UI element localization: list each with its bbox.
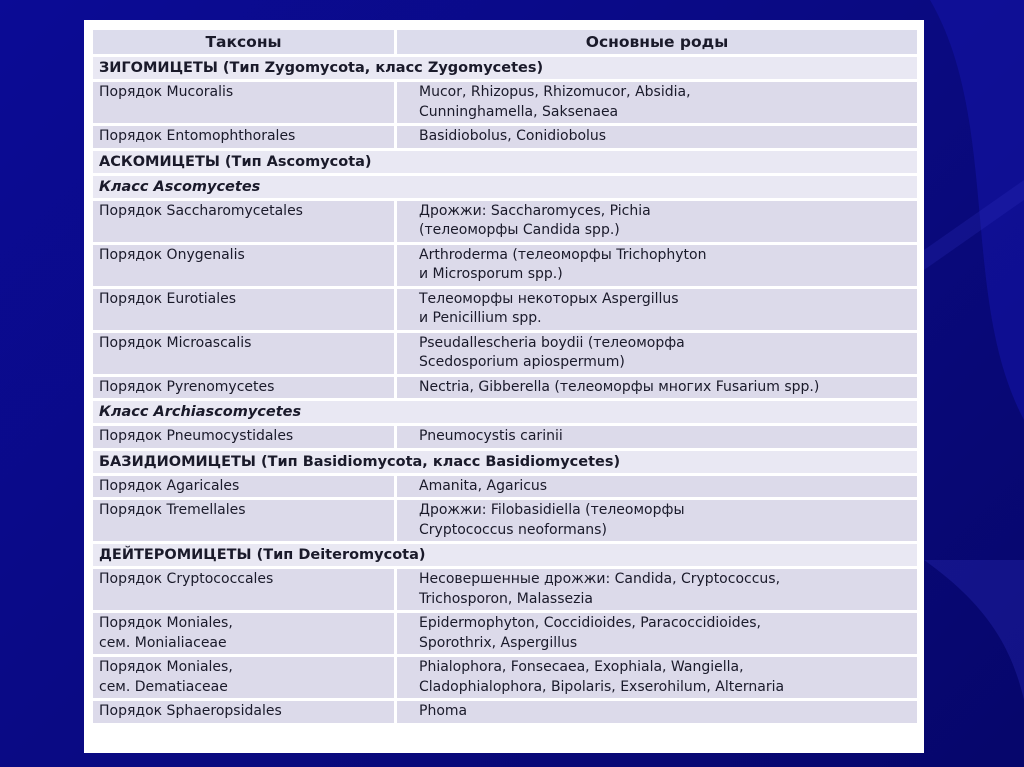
- taxon-line: Порядок Microascalis: [99, 334, 252, 351]
- taxon-cell: [93, 701, 394, 723]
- taxon-line: Порядок Entomophthorales: [99, 128, 296, 144]
- table-row: [93, 201, 917, 242]
- table-row: [93, 701, 917, 723]
- genera-line: Cunninghamella, Saksenaea: [419, 103, 619, 120]
- genera-cell: [394, 289, 917, 330]
- section-row: [93, 57, 917, 79]
- section-row: [93, 544, 917, 566]
- header-genera: Основные роды: [394, 30, 917, 54]
- taxon-line: Порядок Pneumocystidales: [99, 428, 294, 444]
- table-body: [93, 57, 917, 723]
- class-row: [93, 401, 917, 423]
- taxon-cell: [93, 500, 394, 541]
- genera-line: Nectria, Gibberella (телеоморфы многих Fusarium spp.): [419, 378, 820, 395]
- genera-cell: [394, 126, 917, 148]
- genera-cell: [394, 333, 917, 374]
- genera-line: Basidiobolus, Conidiobolus: [419, 128, 607, 144]
- taxon-line: Порядок Moniales,: [99, 659, 233, 675]
- section-title: ЗИГОМИЦЕТЫ (Тип Zygomycota, класс Zygomycetes): [93, 57, 917, 79]
- table-row: [93, 569, 917, 610]
- table-row: [93, 613, 917, 654]
- taxon-line: сем. Dematiaceae: [99, 678, 228, 695]
- taxon-cell: [93, 333, 394, 374]
- genera-line: и Penicillium spp.: [419, 310, 542, 326]
- taxon-line: Порядок Cryptococcales: [99, 571, 274, 587]
- table-row: [93, 82, 917, 123]
- table-header-row: [93, 30, 917, 54]
- genera-line: Дрожжи: Saccharomyces, Pichia: [419, 202, 651, 219]
- table-row: [93, 426, 917, 448]
- genera-line: Phialophora, Fonsecaea, Exophiala, Wangiella,: [419, 659, 744, 675]
- taxon-cell: [93, 569, 394, 610]
- taxon-line: сем. Monialiaceae: [99, 634, 227, 651]
- class-row: [93, 176, 917, 198]
- genera-cell: [394, 657, 917, 698]
- table-row: [93, 657, 917, 698]
- table-row: [93, 500, 917, 541]
- genera-cell: [394, 500, 917, 541]
- taxon-line: Порядок Sphaeropsidales: [99, 703, 282, 719]
- genera-line: Scedosporium apiospermum): [419, 354, 625, 370]
- genera-line: Trichosporon, Malassezia: [419, 590, 593, 607]
- genera-cell: [394, 426, 917, 448]
- taxon-cell: [93, 82, 394, 123]
- class-title: Класс Ascomycetes: [93, 176, 917, 198]
- taxon-cell: [93, 201, 394, 242]
- section-row: [93, 151, 917, 173]
- table-row: [93, 126, 917, 148]
- genera-line: Phoma: [419, 703, 468, 719]
- taxon-line: Порядок Mucoralis: [99, 84, 234, 100]
- taxon-line: Порядок Moniales,: [99, 615, 233, 631]
- genera-line: (телеоморфы Candida spp.): [419, 222, 620, 238]
- genera-line: Дрожжи: Filobasidiella (телеоморфы: [419, 502, 685, 518]
- table-row: [93, 289, 917, 330]
- taxon-cell: [93, 377, 394, 399]
- genera-cell: [394, 201, 917, 242]
- table-row: [93, 245, 917, 286]
- taxon-cell: [93, 289, 394, 330]
- taxon-line: Порядок Saccharomycetales: [99, 202, 303, 219]
- taxon-line: Порядок Eurotiales: [99, 290, 237, 307]
- section-title: БАЗИДИОМИЦЕТЫ (Тип Basidiomycota, класс Basidiomycetes): [93, 451, 917, 473]
- genera-line: Pseudallescheria boydii (телеоморфа: [419, 334, 685, 351]
- taxon-line: Порядок Tremellales: [99, 502, 246, 518]
- genera-cell: [394, 613, 917, 654]
- genera-cell: [394, 377, 917, 399]
- taxon-cell: [93, 245, 394, 286]
- taxon-line: Порядок Onygenalis: [99, 246, 245, 263]
- genera-line: Epidermophyton, Coccidioides, Paracoccidioides,: [419, 615, 762, 631]
- taxon-cell: [93, 613, 394, 654]
- section-title: АСКОМИЦЕТЫ (Тип Ascomycota): [93, 151, 917, 173]
- genera-cell: [394, 476, 917, 498]
- taxon-cell: [93, 126, 394, 148]
- genera-line: Pneumocystis carinii: [419, 428, 563, 444]
- genera-cell: [394, 82, 917, 123]
- genera-line: Amanita, Agaricus: [419, 477, 548, 494]
- header-taxa: Таксоны: [93, 30, 394, 54]
- taxa-table: [93, 27, 917, 726]
- taxon-cell: [93, 476, 394, 498]
- genera-line: Arthroderma (телеоморфы Trichophyton: [419, 246, 707, 263]
- taxon-cell: [93, 657, 394, 698]
- table-row: [93, 333, 917, 374]
- genera-line: Cladophialophora, Bipolaris, Exserohilum, Alternaria: [419, 678, 785, 695]
- class-title: Класс Archiascomycetes: [93, 401, 917, 423]
- genera-line: Sporothrix, Aspergillus: [419, 634, 578, 651]
- taxon-cell: [93, 426, 394, 448]
- genera-line: Cryptococcus neoformans): [419, 521, 607, 538]
- genera-line: Mucor, Rhizopus, Rhizomucor, Absidia,: [419, 84, 691, 100]
- table-row: [93, 377, 917, 399]
- genera-cell: [394, 245, 917, 286]
- section-title: ДЕЙТЕРОМИЦЕТЫ (Тип Deiteromycota): [93, 544, 917, 566]
- genera-line: Несовершенные дрожжи: Candida, Cryptococcus,: [419, 571, 781, 587]
- genera-line: и Microsporum spp.): [419, 266, 563, 282]
- section-row: [93, 451, 917, 473]
- genera-line: Телеоморфы некоторых Aspergillus: [419, 290, 679, 307]
- taxon-line: Порядок Agaricales: [99, 477, 240, 494]
- taxon-line: Порядок Pyrenomycetes: [99, 378, 275, 395]
- genera-cell: [394, 569, 917, 610]
- table-sheet: [84, 20, 924, 753]
- table-row: [93, 476, 917, 498]
- genera-cell: [394, 701, 917, 723]
